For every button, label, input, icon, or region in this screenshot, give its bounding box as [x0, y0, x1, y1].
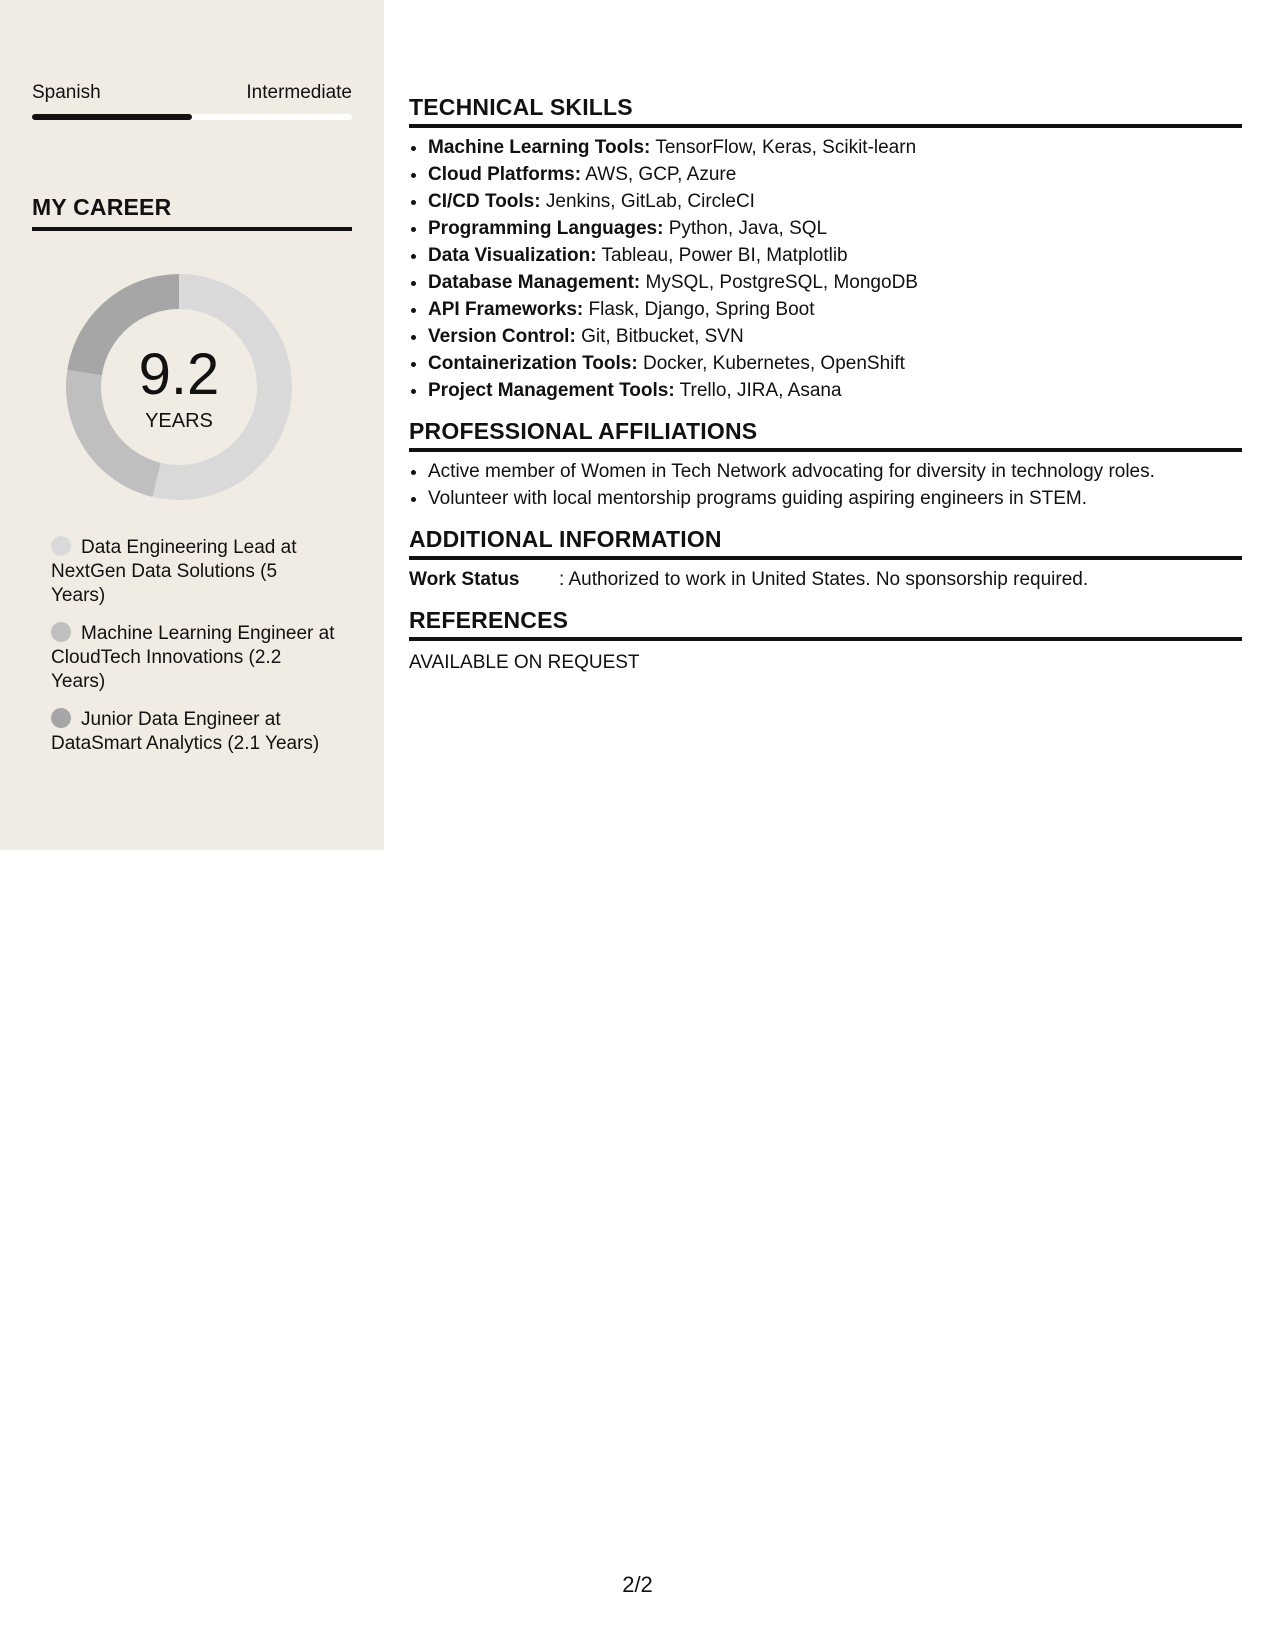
language-proficiency-fill [32, 114, 192, 120]
skill-value: MySQL, PostgreSQL, MongoDB [640, 272, 918, 293]
career-heading: MY CAREER [32, 194, 352, 231]
skill-label: Machine Learning Tools: [428, 137, 651, 158]
skill-label: CI/CD Tools: [428, 191, 541, 212]
skill-label: Cloud Platforms: [428, 164, 582, 185]
skill-item [428, 377, 1242, 404]
skill-label: API Frameworks: [428, 299, 584, 320]
skill-value: TensorFlow, Keras, Scikit-learn [650, 137, 917, 158]
work-status-row [409, 566, 1242, 593]
skill-value: AWS, GCP, Azure [581, 164, 737, 185]
skill-item [428, 269, 1242, 296]
language-name: Spanish [32, 82, 101, 103]
skill-label: Data Visualization: [428, 245, 597, 266]
technical-skills-heading: TECHNICAL SKILLS [409, 94, 1242, 128]
skill-item [428, 323, 1242, 350]
skill-label: Database Management: [428, 272, 641, 293]
career-total-unit: YEARS [145, 410, 213, 432]
work-status-value: : Authorized to work in United States. No sponsorship required. [559, 569, 1089, 590]
skill-value: Trello, JIRA, Asana [674, 380, 842, 401]
career-legend-text: Data Engineering Lead at NextGen Data Solutions (5 Years) [51, 537, 297, 606]
references-section [409, 607, 1242, 676]
skill-value: Tableau, Power BI, Matplotlib [596, 245, 848, 266]
skill-label: Containerization Tools: [428, 353, 638, 374]
career-legend-item [51, 622, 336, 694]
language-proficiency-bar [32, 114, 352, 120]
page-number: 2/2 [622, 1572, 653, 1597]
skill-value: Git, Bitbucket, SVN [575, 326, 744, 347]
career-donut-chart [66, 274, 292, 500]
main-content [409, 94, 1242, 690]
skill-item [428, 350, 1242, 377]
skill-item [428, 134, 1242, 161]
references-heading: REFERENCES [409, 607, 1242, 641]
legend-dot-icon [51, 708, 71, 728]
career-legend [51, 536, 336, 770]
affiliation-item: • Volunteer with local mentorship programs guiding aspiring engineers in STEM. [428, 485, 1242, 512]
sidebar [0, 0, 384, 850]
additional-info-section [409, 526, 1242, 593]
career-legend-text: Machine Learning Engineer at CloudTech Innovations (2.2 Years) [51, 623, 335, 692]
affiliation-item: • Active member of Women in Tech Network advocating for diversity in technology roles. [428, 458, 1242, 485]
skill-item [428, 188, 1242, 215]
skill-label: Project Management Tools: [428, 380, 675, 401]
skill-item [428, 242, 1242, 269]
skill-item [428, 296, 1242, 323]
language-row [32, 80, 352, 104]
career-legend-item [51, 536, 336, 608]
work-status-label: Work Status [409, 569, 520, 590]
references-text: AVAILABLE ON REQUEST [409, 652, 640, 673]
technical-skills-list [409, 134, 1242, 404]
skill-item [428, 161, 1242, 188]
affiliations-heading: PROFESSIONAL AFFILIATIONS [409, 418, 1242, 452]
career-legend-text: Junior Data Engineer at DataSmart Analytics (2.1 Years) [51, 709, 320, 754]
career-legend-item [51, 708, 336, 756]
skill-item [428, 215, 1242, 242]
legend-dot-icon [51, 622, 71, 642]
skill-value: Python, Java, SQL [663, 218, 828, 239]
skill-label: Version Control: [428, 326, 576, 347]
skill-value: Docker, Kubernetes, OpenShift [637, 353, 905, 374]
skill-value: Jenkins, GitLab, CircleCI [540, 191, 755, 212]
career-total-number: 9.2 [138, 342, 220, 407]
technical-skills-section [409, 94, 1242, 404]
skill-value: Flask, Django, Spring Boot [583, 299, 815, 320]
affiliations-section [409, 418, 1242, 512]
skill-label: Programming Languages: [428, 218, 664, 239]
affiliations-list [409, 458, 1242, 512]
legend-dot-icon [51, 536, 71, 556]
language-level: Intermediate [246, 82, 352, 103]
additional-info-heading: ADDITIONAL INFORMATION [409, 526, 1242, 560]
